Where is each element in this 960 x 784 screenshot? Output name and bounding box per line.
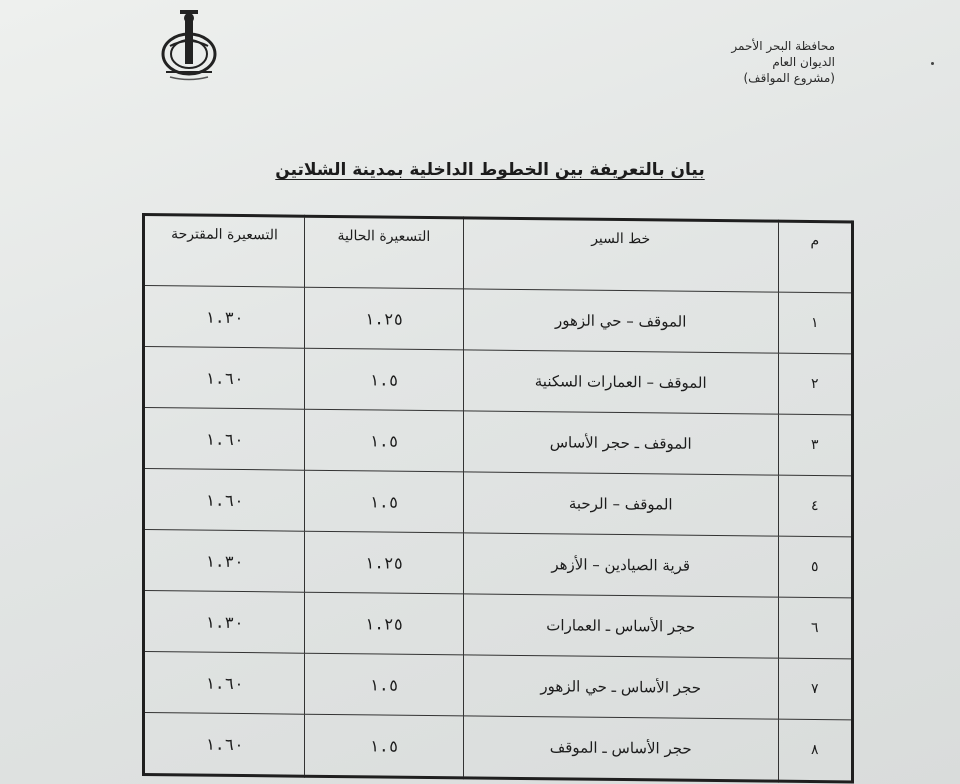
row-route: حجر الأساس ـ العمارات (463, 594, 778, 658)
row-route: الموقف – حي الزهور (463, 289, 778, 353)
row-index: ١ (778, 292, 852, 354)
row-route: الموقف ـ حجر الأساس (463, 411, 778, 475)
row-current-fare: ١.٢٥ (304, 287, 463, 350)
table-row (144, 591, 853, 659)
row-index: ٢ (778, 353, 852, 415)
row-index: ٥ (778, 536, 852, 598)
row-index: ٣ (778, 414, 852, 476)
row-index: ٨ (778, 719, 852, 782)
row-route: حجر الأساس ـ الموقف (463, 716, 778, 781)
row-route: حجر الأساس ـ حي الزهور (463, 655, 778, 719)
row-index: ٦ (778, 597, 852, 659)
row-current-fare: ١.٥ (304, 653, 463, 716)
governorate-emblem-icon (156, 6, 222, 84)
row-current-fare: ١.٥ (304, 470, 463, 533)
fare-table (142, 213, 854, 783)
table-row (144, 713, 853, 782)
table-row (144, 530, 853, 598)
row-proposed-fare: ١.٣٠ (144, 286, 305, 349)
row-route: الموقف – العمارات السكنية (463, 350, 778, 414)
row-current-fare: ١.٥ (304, 409, 463, 472)
row-proposed-fare: ١.٦٠ (144, 469, 305, 532)
table-row (144, 347, 853, 415)
row-route: قرية الصيادين – الأزهر (463, 533, 778, 597)
row-index: ٧ (778, 658, 852, 720)
header-proposed-fare: التسعيرة المقترحة (144, 215, 305, 288)
issuer-office: الديوان العام (772, 55, 835, 69)
row-proposed-fare: ١.٣٠ (144, 591, 305, 654)
fare-table-wrapper (142, 213, 854, 759)
table-row (144, 408, 853, 476)
table-row (144, 469, 853, 537)
row-current-fare: ١.٥ (304, 348, 463, 411)
document-title: بيان بالتعريفة بين الخطوط الداخلية بمدينة الشلاتين (275, 160, 705, 180)
issuer-project: (مشروع المواقف) (743, 71, 835, 85)
row-proposed-fare: ١.٦٠ (144, 652, 305, 715)
header-index: م (778, 221, 852, 293)
row-current-fare: ١.٥ (304, 714, 463, 778)
row-proposed-fare: ١.٣٠ (144, 530, 305, 593)
table-row (144, 286, 853, 354)
header-current-fare: التسعيرة الحالية (304, 216, 463, 289)
table-row (144, 652, 853, 720)
row-proposed-fare: ١.٦٠ (144, 713, 305, 777)
row-proposed-fare: ١.٦٠ (144, 408, 305, 471)
table-header-row (144, 215, 853, 293)
header-route: خط السير (463, 218, 778, 292)
issuer-header (700, 38, 835, 86)
row-current-fare: ١.٢٥ (304, 592, 463, 655)
row-proposed-fare: ١.٦٠ (144, 347, 305, 410)
ink-dot (931, 62, 934, 65)
row-index: ٤ (778, 475, 852, 537)
row-route: الموقف – الرحبة (463, 472, 778, 536)
row-current-fare: ١.٢٥ (304, 531, 463, 594)
issuer-governorate: محافظة البحر الأحمر (731, 39, 835, 53)
